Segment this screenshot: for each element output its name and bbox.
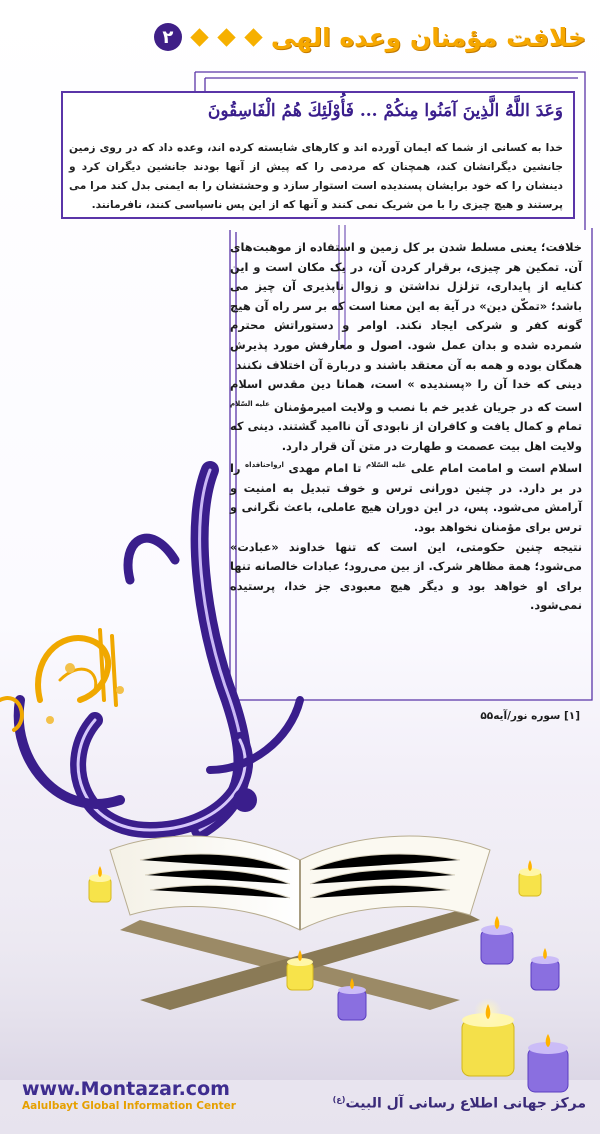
footnote: [۱] سوره نور/آیه۵۵	[480, 710, 580, 722]
center-name-sup: (ع)	[332, 1095, 346, 1104]
verse-arabic: وَعَدَ اللَّهُ الَّذِينَ آمَنُوا مِنكُمْ ... فَأُوْلَئِكَ هُمُ الْفَاسِقُونَ	[207, 101, 563, 121]
organization-name: Aalulbayt Global Information Center	[22, 1100, 236, 1112]
paragraph-2	[230, 375, 582, 456]
center-name-text: مرکز جهانی اطلاع رسانی آل البیت	[345, 1095, 586, 1112]
diamond-icon	[244, 28, 262, 46]
paragraph-3-text: اسلام است و امامت امام علی	[406, 461, 583, 476]
verse-translation: خدا به کسانی از شما که ایمان آورده اند و کارهای شایسته کرده اند، وعده داد که در روی زمین جانشین دیگرانشان کند، همچنان که مردمی را که پیش از آنها بودند جانشین دیگران کرد و دینشان را که خود برایشان پسندیده است استوار سازد و وحشتشان را به ایمنی بدل کند مرا می پرستند و هیچ چیزی را با من شریک نمی کنند و آنها که از این پس ناسپاسی کنند، نافرمانند.	[69, 142, 563, 211]
page-title	[154, 14, 586, 60]
verse-box	[61, 91, 575, 219]
paragraph-2-text: دینی که خدا آن را «پسندیده » است، همانا دین مقدس اسلام است که در جریان غدیر خم با نصب و ولایت امیرمؤمنان	[230, 377, 582, 414]
diamond-icon	[190, 28, 208, 46]
paragraph-4: نتیجه چنین حکومتی، این است که تنها خداوند «عبادت» می‌شود؛ همة مظاهر شرک. از بین می‌رود؛ عبادات خالصانه تنها برای او خواهد بود و دیگر هیچ معبودی جز خدا، پرستیده نمی‌شود.	[230, 539, 582, 613]
body-text	[230, 238, 582, 616]
title-text: خلافت مؤمنان وعده الهی	[270, 22, 586, 52]
honorific: علیه السّلام	[365, 461, 407, 470]
paragraph-2-text-b: تمام و کمال یافت و کافران از نابودی آن ناامید گشتند. دینی که ولایت اهل بیت عصمت و طهارت در متن آن قرار دارد.	[230, 419, 582, 453]
honorific: ارواحنافداه	[245, 461, 284, 470]
honorific: علیه السّلام	[230, 399, 270, 408]
website-link[interactable]: www.Montazar.com	[22, 1078, 230, 1100]
paragraph-3	[230, 456, 582, 537]
diamond-icon	[217, 28, 235, 46]
paragraph-3-text-b: تا امام مهدی	[283, 461, 366, 476]
paragraph-3-text-c: را در بر دارد. در چنین دورانی ترس و خوف تبدیل به امنیت و آرامش می‌شود. پس، در این دوران هیچ عاملی، باعث نگرانی و ترس برای مؤمنان نخواهد بود.	[230, 461, 582, 534]
paragraph-1: خلافت؛ یعنی مسلط شدن بر کل زمین و استفاده از موهبت‌های آن. تمکین هر چیزی، برقرار کردن آن، در یک مکان است و این کنایه از پایداری، تزلزل نداشتن و زوال ناپذیری آن چیز می باشد؛ «تمکّن دین» در آیة به این معنا است که بر سر راه آن هیچ گونه کفر و شرکی ایجاد نکند. اوامر و دستوراتش محترم شمرده شده و بدان عمل شود. اصول و معارفش مورد پذیرش همگان بوده و همه به آن معتقد باشند و دربارة آن اختلاف نکنند	[230, 240, 582, 372]
center-name	[333, 1095, 586, 1112]
title-number-badge: ۲	[154, 23, 182, 51]
